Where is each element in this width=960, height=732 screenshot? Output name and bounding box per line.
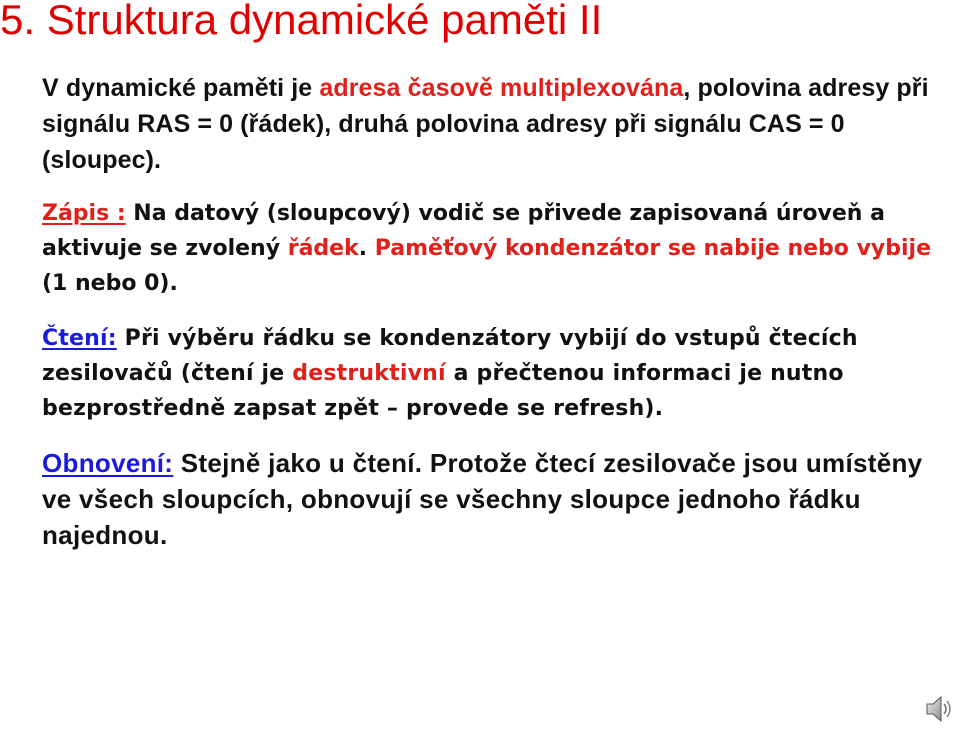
paragraph-refresh (42, 445, 942, 553)
paragraph-text: Na datový (sloupcový) vodič se přivede zapisovaná úroveň a aktivuje se zvolený (42, 201, 885, 261)
slide-title: 5. Struktura dynamické paměti II (0, 0, 603, 43)
paragraph-text: , polovina adresy při signálu RAS = 0 (řádek), druhá polovina adresy při signálu CAS = 0 (sloupec). (42, 74, 929, 174)
speaker-icon-graphic (924, 693, 956, 725)
highlight-row: řádek (287, 236, 359, 261)
slide-content (42, 70, 942, 553)
paragraph-read (42, 321, 942, 426)
speaker-icon[interactable] (924, 693, 956, 725)
paragraph-text: . (358, 236, 375, 261)
highlight-destructive: destruktivní (292, 361, 446, 386)
paragraph-text: Stejně jako u čtení. Protože čtecí zesilovače jsou umístěny ve všech sloupcích, obnovují se všechny sloupce jednoho řádku najednou. (42, 448, 923, 550)
highlight-capacitor: Paměťový kondenzátor se nabije nebo vybije (374, 236, 932, 261)
label-read: Čtení: (42, 326, 117, 351)
paragraph-text: Při výběru řádku se kondenzátory vybijí do vstupů čtecích zesilovačů (čtení je (42, 326, 858, 386)
paragraph-text: (1 nebo 0). (42, 271, 178, 296)
label-write: Zápis : (42, 201, 126, 226)
paragraph-multiplexing (42, 70, 942, 178)
paragraph-write (42, 196, 942, 301)
highlight-multiplexed-address: adresa časově multiplexována (319, 74, 684, 102)
paragraph-text: V dynamické paměti je (42, 74, 320, 102)
paragraph-text: a přečtenou informaci je nutno bezprostředně zapsat zpět – provede se refresh). (42, 361, 844, 421)
label-refresh: Obnovení: (42, 448, 174, 478)
